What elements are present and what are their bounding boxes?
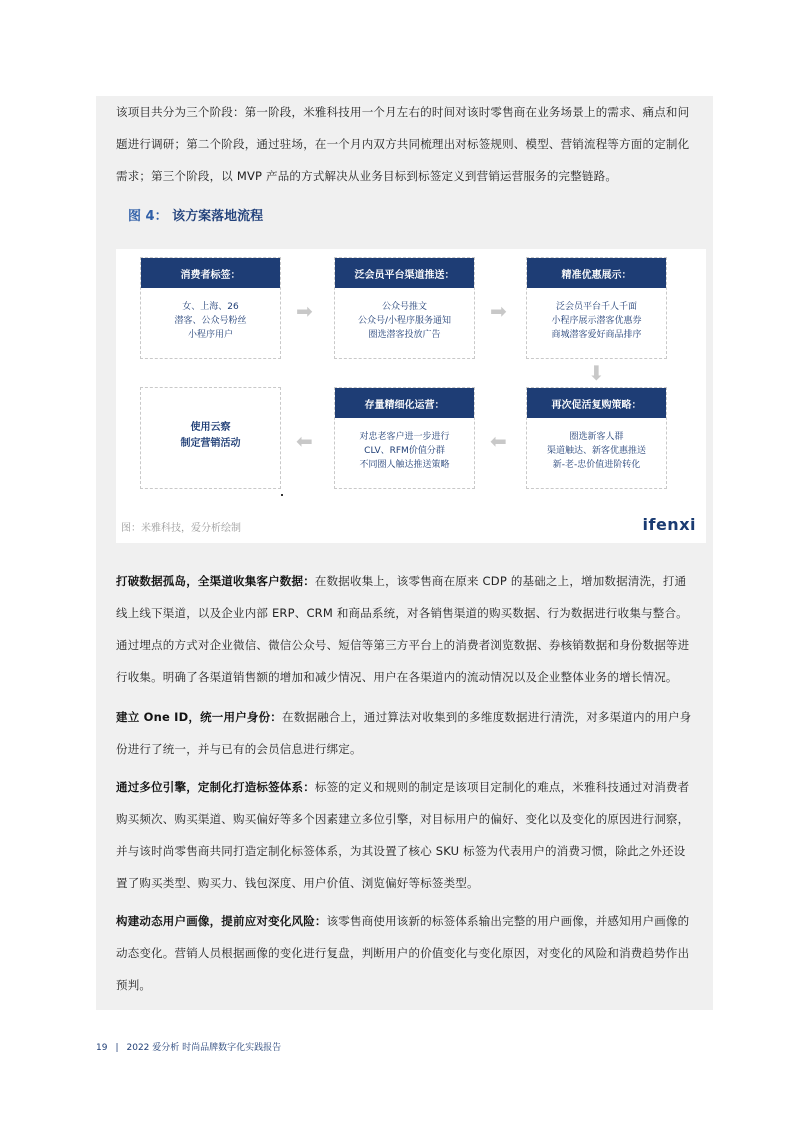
flow-box-consumer-tags	[140, 257, 281, 359]
section-heading: 打破数据孤岛，全渠道收集客户数据：	[116, 574, 315, 588]
section-body: 该零售商使用该新的标签体系输出完整的用户画像，并感知用户画像的动态变化。营销人员根据画像的变化进行复盘，判断用户的价值变化与变化原因，对变化的风险和消费趋势作出预判。	[116, 914, 690, 992]
stray-dot	[281, 494, 283, 496]
flow-box-line: CLV、RFM价值分群	[364, 446, 445, 456]
flow-box-line: 公众号/小程序服务通知	[357, 316, 452, 326]
arrow-right-icon: ➡	[490, 299, 507, 323]
flow-box-line: 女、上海、26	[182, 302, 239, 312]
flow-box-line: 小程序用户	[187, 330, 233, 340]
arrow-left-icon: ⬅	[490, 429, 507, 453]
flow-box-line: 使用云察	[190, 422, 231, 433]
ifenxi-logo: ifenxi	[642, 515, 696, 534]
intro-paragraph: 该项目共分为三个阶段：第一阶段，米雅科技用一个月左右的时间对该时零售商在业务场景上的需求、痛点和问题进行调研；第二个阶段，通过驻场，在一个月内双方共同梳理出对标签规则、模型、营销流程等方面的定制化需求；第三个阶段，以 MVP 产品的方式解决从业务目标到标签定义到营销运营服务的完整链路。	[116, 105, 690, 183]
flow-box-line: 商城潜客爱好商品排序	[551, 330, 642, 340]
flow-box-line: 潜客、公众号粉丝	[174, 316, 247, 326]
flow-box-line: 对忠老客户进一步进行	[359, 432, 450, 442]
section-data-silo	[116, 565, 696, 693]
page-footer	[96, 1040, 281, 1053]
flow-box-head: 存量精细化运营：	[335, 388, 474, 418]
flow-box-line: 渠道触达、新客优惠推送	[546, 446, 646, 456]
arrow-down-icon: ⬇	[588, 361, 605, 385]
section-heading: 通过多位引擎，定制化打造标签体系：	[116, 780, 315, 794]
flow-box-line: 制定营销活动	[180, 438, 241, 449]
figure-title	[128, 205, 263, 224]
flow-box-precise-offer	[526, 257, 667, 359]
section-one-id	[116, 701, 696, 765]
section-user-portrait	[116, 905, 696, 1001]
section-tag-system	[116, 771, 696, 899]
flow-box-stock-operation	[334, 387, 475, 489]
figure-source: 图：米雅科技，爱分析绘制	[121, 523, 241, 534]
flow-box-head: 精准优惠展示：	[527, 258, 666, 288]
flow-box-repurchase	[526, 387, 667, 489]
flow-box-head: 消费者标签：	[141, 258, 280, 288]
flow-diagram	[116, 249, 706, 543]
flow-box-line: 泛会员平台千人千面	[555, 302, 637, 312]
flow-box-line: 圈选潜客投放广告	[368, 330, 441, 340]
footer-separator: |	[115, 1043, 119, 1053]
arrow-right-icon: ➡	[296, 299, 313, 323]
section-heading: 建立 One ID，统一用户身份：	[116, 710, 282, 724]
section-body: 标签的定义和规则的制定是该项目定制化的难点，米雅科技通过对消费者购买频次、购买渠道、购买偏好等多个因素建立多位引擎，对目标用户的偏好、变化以及变化的原因进行洞察，并与该时尚零售商共同打造定制化标签体系，为其设置了核心 SKU 标签为代表用户的消费习惯，除此之外还设置了购买类型、购买力、钱包深度、用户价值、浏览偏好等标签类型。	[116, 780, 690, 890]
flow-box-channel-push	[334, 257, 475, 359]
flow-box-head: 再次促活复购策略：	[527, 388, 666, 418]
arrow-left-icon: ⬅	[296, 429, 313, 453]
flow-box-line: 小程序展示潜客优惠券	[551, 316, 642, 326]
section-body: 在数据融合上，通过算法对收集到的多维度数据进行清洗，对多渠道内的用户身份进行了统一，并与已有的会员信息进行绑定。	[116, 710, 692, 756]
figure-number: 图 4：	[128, 209, 168, 224]
flow-box-line: 公众号推文	[381, 302, 427, 312]
flow-box-marketing-activity	[140, 387, 281, 489]
section-heading: 构建动态用户画像，提前应对变化风险：	[116, 914, 327, 928]
flow-box-head: 泛会员平台渠道推送：	[335, 258, 474, 288]
footer-text: 2022 爱分析 时尚品牌数字化实践报告	[126, 1043, 282, 1053]
flow-box-line: 圈选新客人群	[569, 432, 624, 442]
figure-title-text: 该方案落地流程	[172, 209, 264, 224]
section-body: 在数据收集上，该零售商在原来 CDP 的基础之上，增加数据清洗，打通线上线下渠道，以及企业内部 ERP、CRM 和商品系统，对各销售渠道的购买数据、行为数据进行收集与整合。通过埋点的方式对企业微信、微信公众号、短信等第三方平台上的消费者浏览数据、券核销数据和身份数据等进行收集。明确了各渠道销售额的增加和减少情况、用户在各渠道内的流动情况以及企业整体业务的增长情况。	[116, 574, 690, 684]
flow-box-line: 新-老-忠价值进阶转化	[552, 460, 641, 470]
page-number: 19	[96, 1043, 108, 1053]
flow-box-line: 不同圈人触达推送策略	[359, 460, 450, 470]
